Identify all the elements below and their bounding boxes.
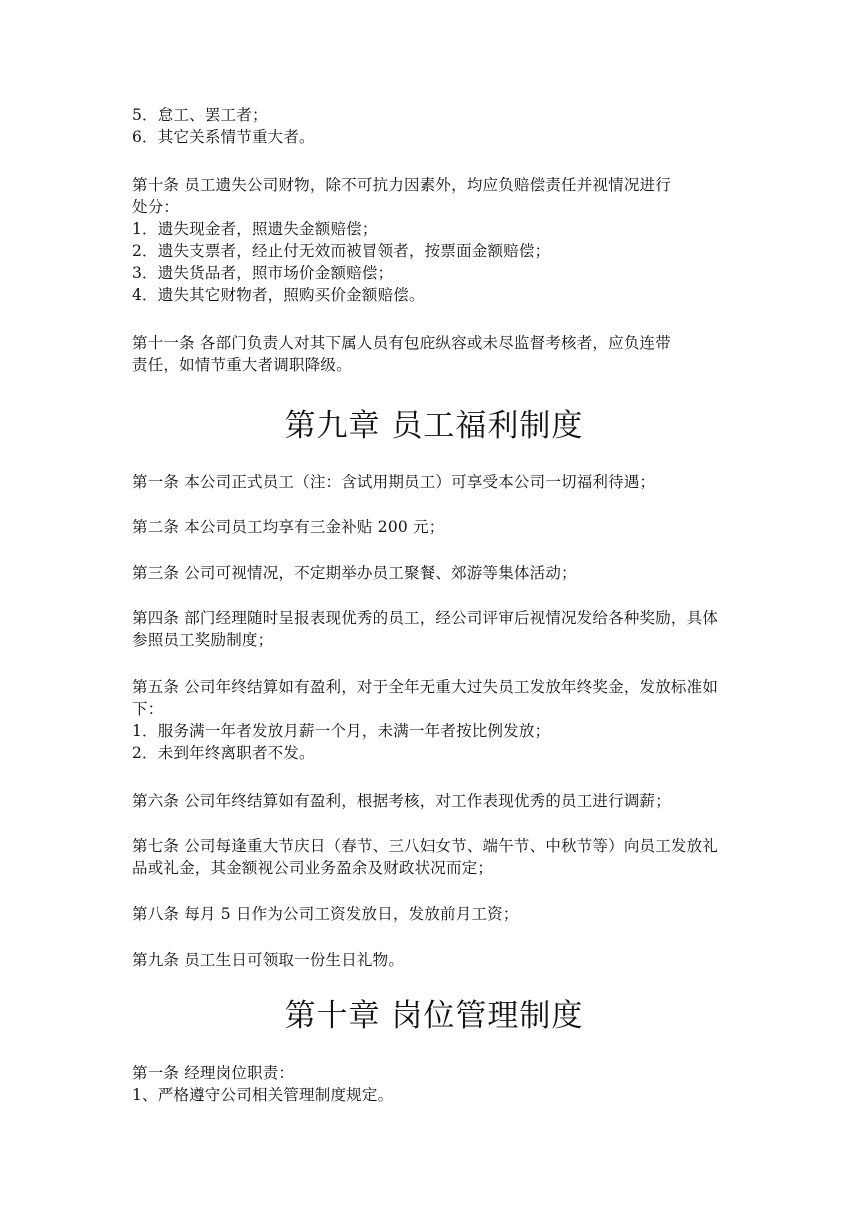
continued-list bbox=[132, 104, 782, 148]
paragraph-line: 第十条 员工遗失公司财物，除不可抗力因素外，均应负赔偿责任并视情况进行 bbox=[132, 176, 671, 194]
article-10 bbox=[132, 174, 782, 306]
article-11 bbox=[132, 332, 782, 376]
ch9-article-2 bbox=[132, 516, 782, 538]
paragraph-line: 下： bbox=[132, 700, 164, 718]
list-item: 1．遗失现金者，照遗失金额赔偿； bbox=[132, 220, 378, 238]
list-item: 5．怠工、罢工者； bbox=[132, 106, 268, 124]
paragraph-line: 处分： bbox=[132, 198, 180, 216]
paragraph-line: 参照员工奖励制度； bbox=[132, 631, 274, 649]
paragraph-line: 责任，如情节重大者调职降级。 bbox=[132, 356, 352, 374]
paragraph-line: 第二条 本公司员工均享有三金补贴 200 元； bbox=[132, 518, 445, 536]
paragraph-line: 第六条 公司年终结算如有盈利，根据考核，对工作表现优秀的员工进行调薪； bbox=[132, 792, 671, 810]
ch9-article-3 bbox=[132, 562, 782, 584]
paragraph-line: 第十一条 各部门负责人对其下属人员有包庇纵容或未尽监督考核者，应负连带 bbox=[132, 334, 671, 352]
paragraph-line: 第八条 每月 5 日作为公司工资发放日，发放前月工资； bbox=[132, 905, 519, 923]
chapter-10-title: 第十章 岗位管理制度 bbox=[284, 998, 584, 1034]
list-item: 2．遗失支票者，经止付无效而被冒领者，按票面金额赔偿； bbox=[132, 242, 551, 260]
chapter-9-title: 第九章 员工福利制度 bbox=[284, 408, 584, 444]
paragraph-line: 第一条 本公司正式员工（注：含试用期员工）可享受本公司一切福利待遇； bbox=[132, 473, 656, 491]
list-item: 4．遗失其它财物者，照购买价金额赔偿。 bbox=[132, 286, 425, 304]
ch9-article-9 bbox=[132, 949, 782, 971]
ch9-article-8 bbox=[132, 903, 782, 925]
paragraph-line: 第四条 部门经理随时呈报表现优秀的员工，经公司评审后视情况发给各种奖励，具体 bbox=[132, 609, 719, 627]
ch9-article-1 bbox=[132, 471, 782, 493]
paragraph-line: 第五条 公司年终结算如有盈利，对于全年无重大过失员工发放年终奖金，发放标准如 bbox=[132, 678, 719, 696]
list-item: 1．服务满一年者发放月薪一个月，未满一年者按比例发放； bbox=[132, 722, 551, 740]
ch9-article-4 bbox=[132, 607, 782, 651]
ch9-article-7 bbox=[132, 835, 782, 879]
paragraph-line: 第三条 公司可视情况，不定期举办员工聚餐、郊游等集体活动； bbox=[132, 564, 577, 582]
list-item: 1、严格遵守公司相关管理制度规定。 bbox=[132, 1086, 394, 1104]
ch9-article-5 bbox=[132, 676, 782, 764]
ch10-article-1 bbox=[132, 1062, 782, 1106]
paragraph-line: 第九条 员工生日可领取一份生日礼物。 bbox=[132, 951, 405, 969]
ch9-article-6 bbox=[132, 790, 782, 812]
list-item: 6．其它关系情节重大者。 bbox=[132, 128, 315, 146]
paragraph-line: 品或礼金，其金额视公司业务盈余及财政状况而定； bbox=[132, 859, 494, 877]
paragraph-line: 第七条 公司每逢重大节庆日（春节、三八妇女节、端午节、中秋节等）向员工发放礼 bbox=[132, 837, 719, 855]
list-item: 2．未到年终离职者不发。 bbox=[132, 744, 315, 762]
paragraph-line: 第一条 经理岗位职责： bbox=[132, 1064, 295, 1082]
list-item: 3．遗失货品者，照市场价金额赔偿； bbox=[132, 264, 394, 282]
